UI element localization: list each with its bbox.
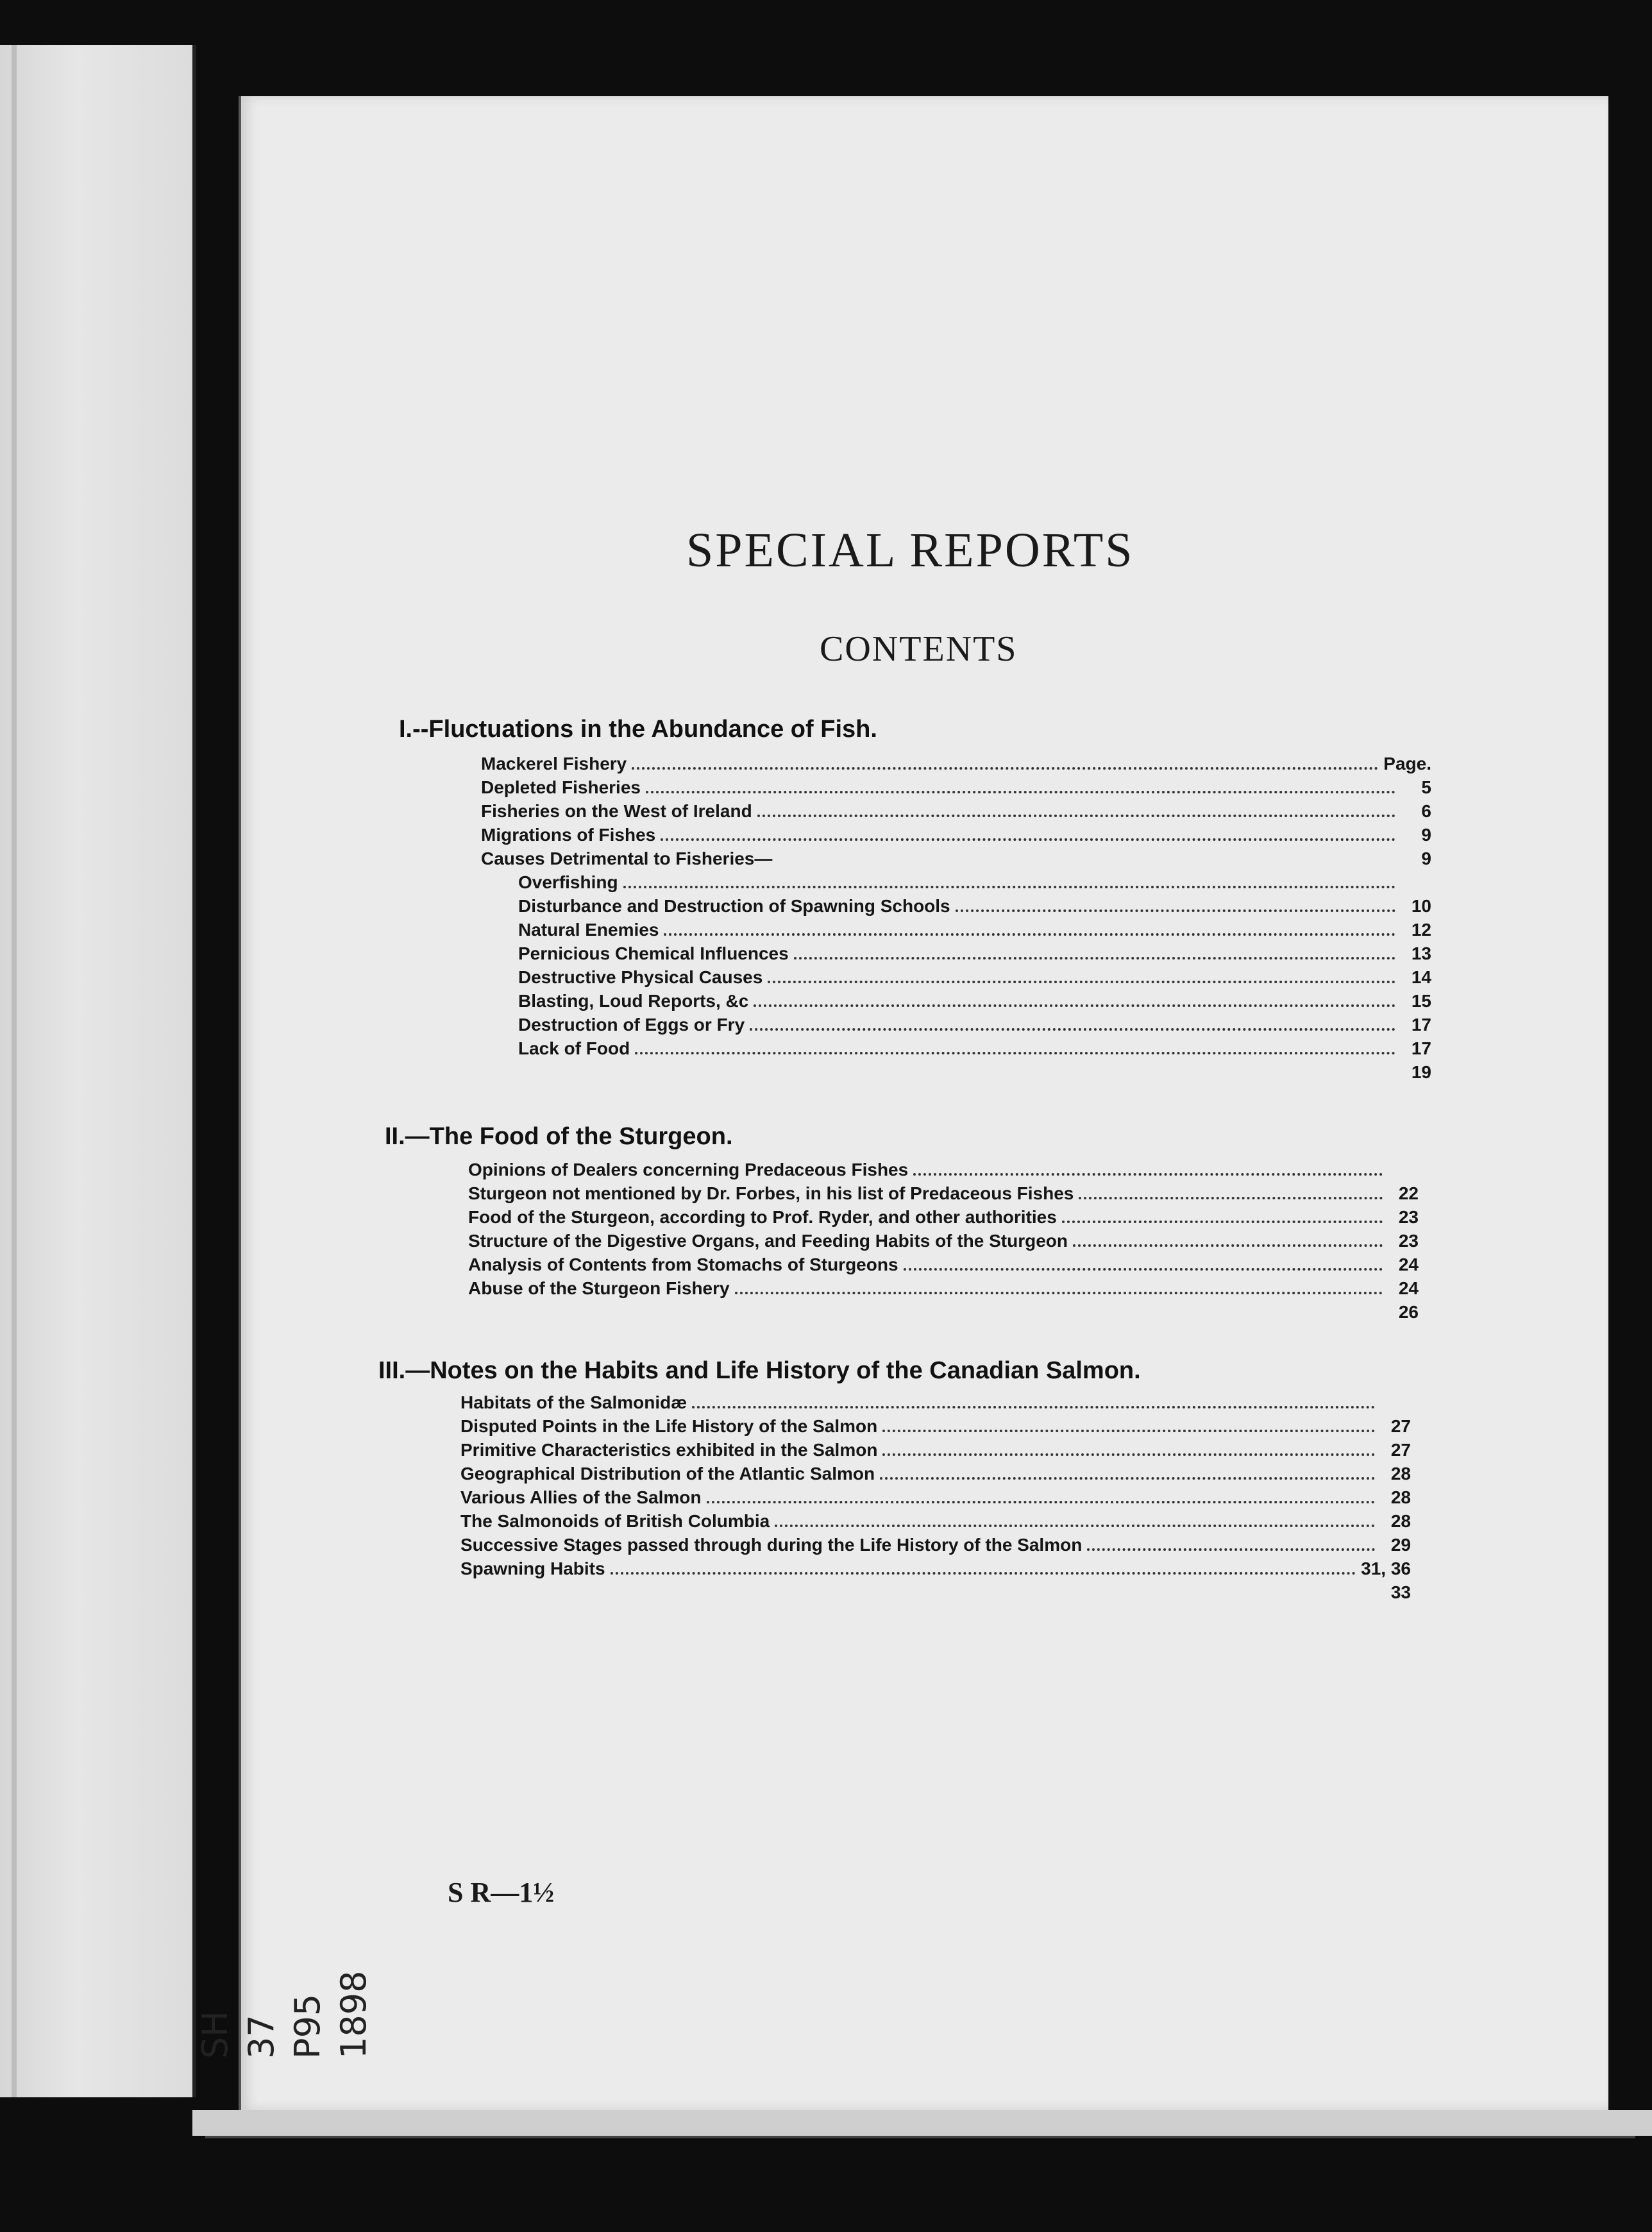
- facing-page-edge: [0, 45, 196, 2097]
- leader-dots: [632, 767, 1378, 770]
- leader-dots: [1087, 1548, 1375, 1551]
- toc-entry-label: Disputed Points in the Life History of the Salmon: [460, 1416, 878, 1436]
- toc-entry-label: Successive Stages passed through during the Life History of the Salmon: [460, 1535, 1083, 1555]
- toc-entry-label: Pernicious Chemical Influences: [518, 943, 789, 963]
- toc-entry-label: Opinions of Dealers concerning Predaceous Fishes: [468, 1160, 909, 1179]
- handwritten-call-number: [192, 1971, 377, 2059]
- toc-entry-page: 9: [1421, 825, 1431, 845]
- toc-section-1: [399, 712, 1431, 1084]
- toc-entry-label: The Salmonoids of British Columbia: [460, 1511, 770, 1531]
- toc-entry[interactable]: [460, 1533, 1411, 1557]
- leader-dots: [646, 791, 1395, 793]
- toc-entry-page: 28: [1390, 1464, 1411, 1484]
- toc-entry[interactable]: [460, 1509, 1411, 1533]
- toc-entry-label: Causes Detrimental to Fisheries—: [481, 849, 773, 868]
- leader-dots: [1079, 1197, 1383, 1199]
- toc-entry[interactable]: [468, 1158, 1419, 1181]
- binding-shadow: [12, 45, 17, 2097]
- leader-dots: [913, 1173, 1383, 1176]
- toc-entry[interactable]: [481, 870, 1431, 894]
- toc-list: [468, 1158, 1419, 1324]
- toc-entry-page: 28: [1390, 1487, 1411, 1507]
- call-number-line: 37: [241, 2015, 282, 2059]
- toc-entry-page: 5: [1421, 777, 1431, 797]
- section-heading: III.—Notes on the Habits and Life History of the Canadian Salmon.: [378, 1357, 1141, 1384]
- toc-section-3: [378, 1353, 1411, 1604]
- toc-entry-label: Analysis of Contents from Stomachs of Sturgeons: [468, 1255, 898, 1274]
- toc-entry-label: Lack of Food: [518, 1038, 630, 1058]
- bottom-shadow-line: [205, 2136, 1635, 2138]
- toc-entry-page: 27: [1390, 1416, 1411, 1436]
- toc-entry-label: Geographical Distribution of the Atlantic Salmon: [460, 1464, 875, 1484]
- toc-entry-label: Overfishing: [518, 872, 618, 892]
- toc-entry[interactable]: [481, 965, 1431, 989]
- toc-entry-page: 27: [1390, 1440, 1411, 1460]
- page-title: SPECIAL REPORTS: [686, 523, 1134, 577]
- toc-entry-page: 24: [1398, 1255, 1419, 1274]
- toc-entry[interactable]: [481, 1060, 1431, 1084]
- toc-entry[interactable]: [481, 894, 1431, 918]
- toc-entry-page: 23: [1398, 1207, 1419, 1227]
- toc-entry-page: 29: [1390, 1535, 1411, 1555]
- leader-dots: [757, 815, 1395, 817]
- page-bottom-edge: [192, 2110, 1652, 2136]
- toc-entry[interactable]: [460, 1391, 1411, 1414]
- toc-entry-label: Depleted Fisheries: [481, 777, 641, 797]
- leader-dots: [794, 957, 1395, 960]
- toc-entry[interactable]: [481, 775, 1431, 799]
- toc-entry[interactable]: [460, 1557, 1411, 1580]
- toc-entry-page: 19: [1411, 1062, 1431, 1082]
- toc-entry-label: Fisheries on the West of Ireland: [481, 801, 752, 821]
- toc-entry-label: Abuse of the Sturgeon Fishery: [468, 1278, 730, 1298]
- leader-dots: [692, 1406, 1375, 1408]
- toc-entry-page: 17: [1411, 1038, 1431, 1058]
- toc-entry[interactable]: [460, 1462, 1411, 1485]
- toc-entry-label: Mackerel Fishery: [481, 754, 627, 774]
- toc-entry[interactable]: [460, 1485, 1411, 1509]
- toc-entry-label: Disturbance and Destruction of Spawning Schools: [518, 896, 950, 916]
- leader-dots: [1073, 1244, 1383, 1247]
- section-heading: II.—The Food of the Sturgeon.: [385, 1123, 733, 1150]
- leader-dots: [661, 838, 1395, 841]
- toc-entry-label: Natural Enemies: [518, 920, 659, 940]
- toc-entry[interactable]: [468, 1253, 1419, 1276]
- toc-entry[interactable]: [481, 752, 1431, 775]
- call-number-line: 1898: [333, 1970, 374, 2059]
- toc-entry-label: Sturgeon not mentioned by Dr. Forbes, in his list of Predaceous Fishes: [468, 1183, 1074, 1203]
- leader-dots: [623, 886, 1395, 888]
- toc-entry-label: Blasting, Loud Reports, &c: [518, 991, 749, 1011]
- toc-entry[interactable]: [481, 823, 1431, 847]
- toc-entry[interactable]: [468, 1300, 1419, 1324]
- contents-heading: CONTENTS: [820, 629, 1018, 669]
- leader-dots: [664, 933, 1395, 936]
- leader-dots: [754, 1004, 1395, 1007]
- leader-dots: [768, 981, 1395, 983]
- leader-dots: [635, 1052, 1395, 1054]
- toc-entry[interactable]: [460, 1580, 1411, 1604]
- toc-entry-page: 28: [1390, 1511, 1411, 1531]
- toc-entry[interactable]: [481, 918, 1431, 942]
- toc-entry[interactable]: [460, 1438, 1411, 1462]
- toc-list: [481, 752, 1431, 1084]
- toc-entry[interactable]: [481, 989, 1431, 1013]
- toc-entry[interactable]: [481, 847, 1431, 870]
- toc-entry-page: 24: [1398, 1278, 1419, 1298]
- leader-dots: [882, 1453, 1375, 1456]
- leader-dots: [707, 1501, 1376, 1503]
- toc-entry-label: Destructive Physical Causes: [518, 967, 763, 987]
- toc-entry[interactable]: [460, 1414, 1411, 1438]
- toc-entry-page: 22: [1398, 1183, 1419, 1203]
- leader-dots: [956, 909, 1395, 912]
- call-number-line: SH: [195, 2011, 235, 2059]
- leader-dots: [611, 1572, 1356, 1575]
- section-heading: I.--Fluctuations in the Abundance of Fish.: [399, 716, 877, 743]
- toc-entry-page: 9: [1421, 849, 1431, 868]
- toc-entry[interactable]: [481, 942, 1431, 965]
- signature-mark: S R—1½: [448, 1877, 555, 1908]
- toc-entry-page: 33: [1390, 1582, 1411, 1602]
- toc-entry-page: 26: [1398, 1302, 1419, 1322]
- toc-list: [460, 1391, 1411, 1604]
- toc-entry-label: Migrations of Fishes: [481, 825, 656, 845]
- toc-entry[interactable]: [481, 799, 1431, 823]
- toc-entry-label: Spawning Habits: [460, 1559, 605, 1578]
- toc-entry-label: Primitive Characteristics exhibited in the Salmon: [460, 1440, 878, 1460]
- leader-dots: [735, 1292, 1383, 1294]
- toc-entry[interactable]: [481, 1013, 1431, 1036]
- toc-entry-page: 31, 36: [1361, 1559, 1411, 1578]
- toc-entry[interactable]: [468, 1181, 1419, 1205]
- page-column-label: Page.: [1383, 754, 1431, 774]
- toc-entry-page: 12: [1411, 920, 1431, 940]
- toc-entry-page: 15: [1411, 991, 1431, 1011]
- leader-dots: [904, 1268, 1383, 1271]
- toc-entry-label: Various Allies of the Salmon: [460, 1487, 702, 1507]
- toc-entry-label: Food of the Sturgeon, according to Prof. Ryder, and other authorities: [468, 1207, 1057, 1227]
- toc-entry[interactable]: [468, 1229, 1419, 1253]
- leader-dots: [1062, 1221, 1383, 1223]
- toc-entry-page: 17: [1411, 1015, 1431, 1035]
- toc-section-2: [385, 1119, 1419, 1324]
- toc-entry-page: 23: [1398, 1231, 1419, 1251]
- document-page: [239, 96, 1608, 2110]
- toc-entry-page: 13: [1411, 943, 1431, 963]
- toc-entry-page: 10: [1411, 896, 1431, 916]
- toc-entry[interactable]: [468, 1276, 1419, 1300]
- toc-entry-page: 14: [1411, 967, 1431, 987]
- toc-entry-label: Structure of the Digestive Organs, and Feeding Habits of the Sturgeon: [468, 1231, 1068, 1251]
- toc-entry[interactable]: [481, 1036, 1431, 1060]
- leader-dots: [880, 1477, 1375, 1480]
- leader-dots: [882, 1430, 1375, 1432]
- toc-entry-page: 6: [1421, 801, 1431, 821]
- toc-entry-label: Habitats of the Salmonidæ: [460, 1392, 687, 1412]
- call-number-line: P95: [287, 1993, 328, 2059]
- leader-dots: [750, 1028, 1395, 1031]
- toc-entry-label: Destruction of Eggs or Fry: [518, 1015, 745, 1035]
- leader-dots: [775, 1525, 1375, 1527]
- toc-entry[interactable]: [468, 1205, 1419, 1229]
